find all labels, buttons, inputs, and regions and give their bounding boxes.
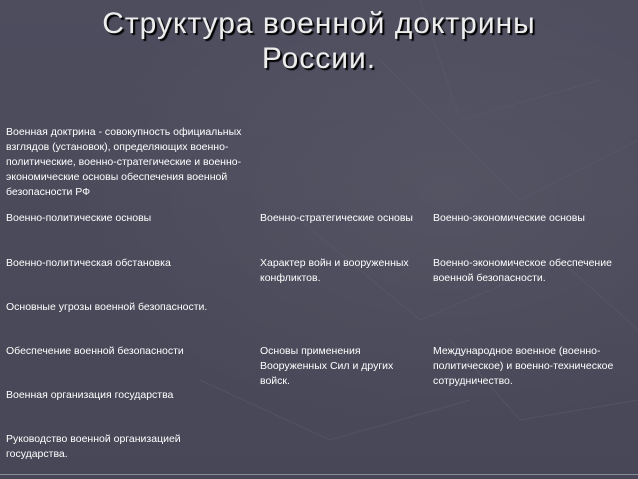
col3-item: Военно-экономическое обеспечение военной безопасности. <box>433 257 612 284</box>
doctrine-definition: Военная доктрина - совокупность официальных взглядов (установок), определяющих военно-политические, военно-стратегические и военно-экономические основы обеспечения военной безопасности РФ <box>6 126 242 198</box>
slide-title <box>0 6 638 76</box>
col2-item: Характер войн и вооруженных конфликтов. <box>260 257 409 284</box>
col1-item: Основные угрозы военной безопасности. <box>6 301 208 313</box>
col1-item: Обеспечение военной безопасности <box>6 345 184 357</box>
bottom-divider <box>0 474 638 475</box>
col2-item: Основы применения Вооруженных Сил и других войск. <box>260 345 394 387</box>
col1-header: Военно-политические основы <box>6 212 152 224</box>
col1-item: Руководство военной организацией государства. <box>6 433 181 460</box>
col1-item: Военная организация государства <box>6 389 174 401</box>
col3-item: Международное военное (военно-политическое) и военно-техническое сотрудничество. <box>433 345 614 387</box>
col2-header: Военно-стратегические основы <box>260 212 413 224</box>
slide-title-line2: России. <box>261 42 377 75</box>
col3-header: Военно-экономические основы <box>433 212 585 224</box>
col1-item: Военно-политическая обстановка <box>6 257 171 269</box>
slide-title-line1: Структура военной доктрины <box>102 7 536 40</box>
